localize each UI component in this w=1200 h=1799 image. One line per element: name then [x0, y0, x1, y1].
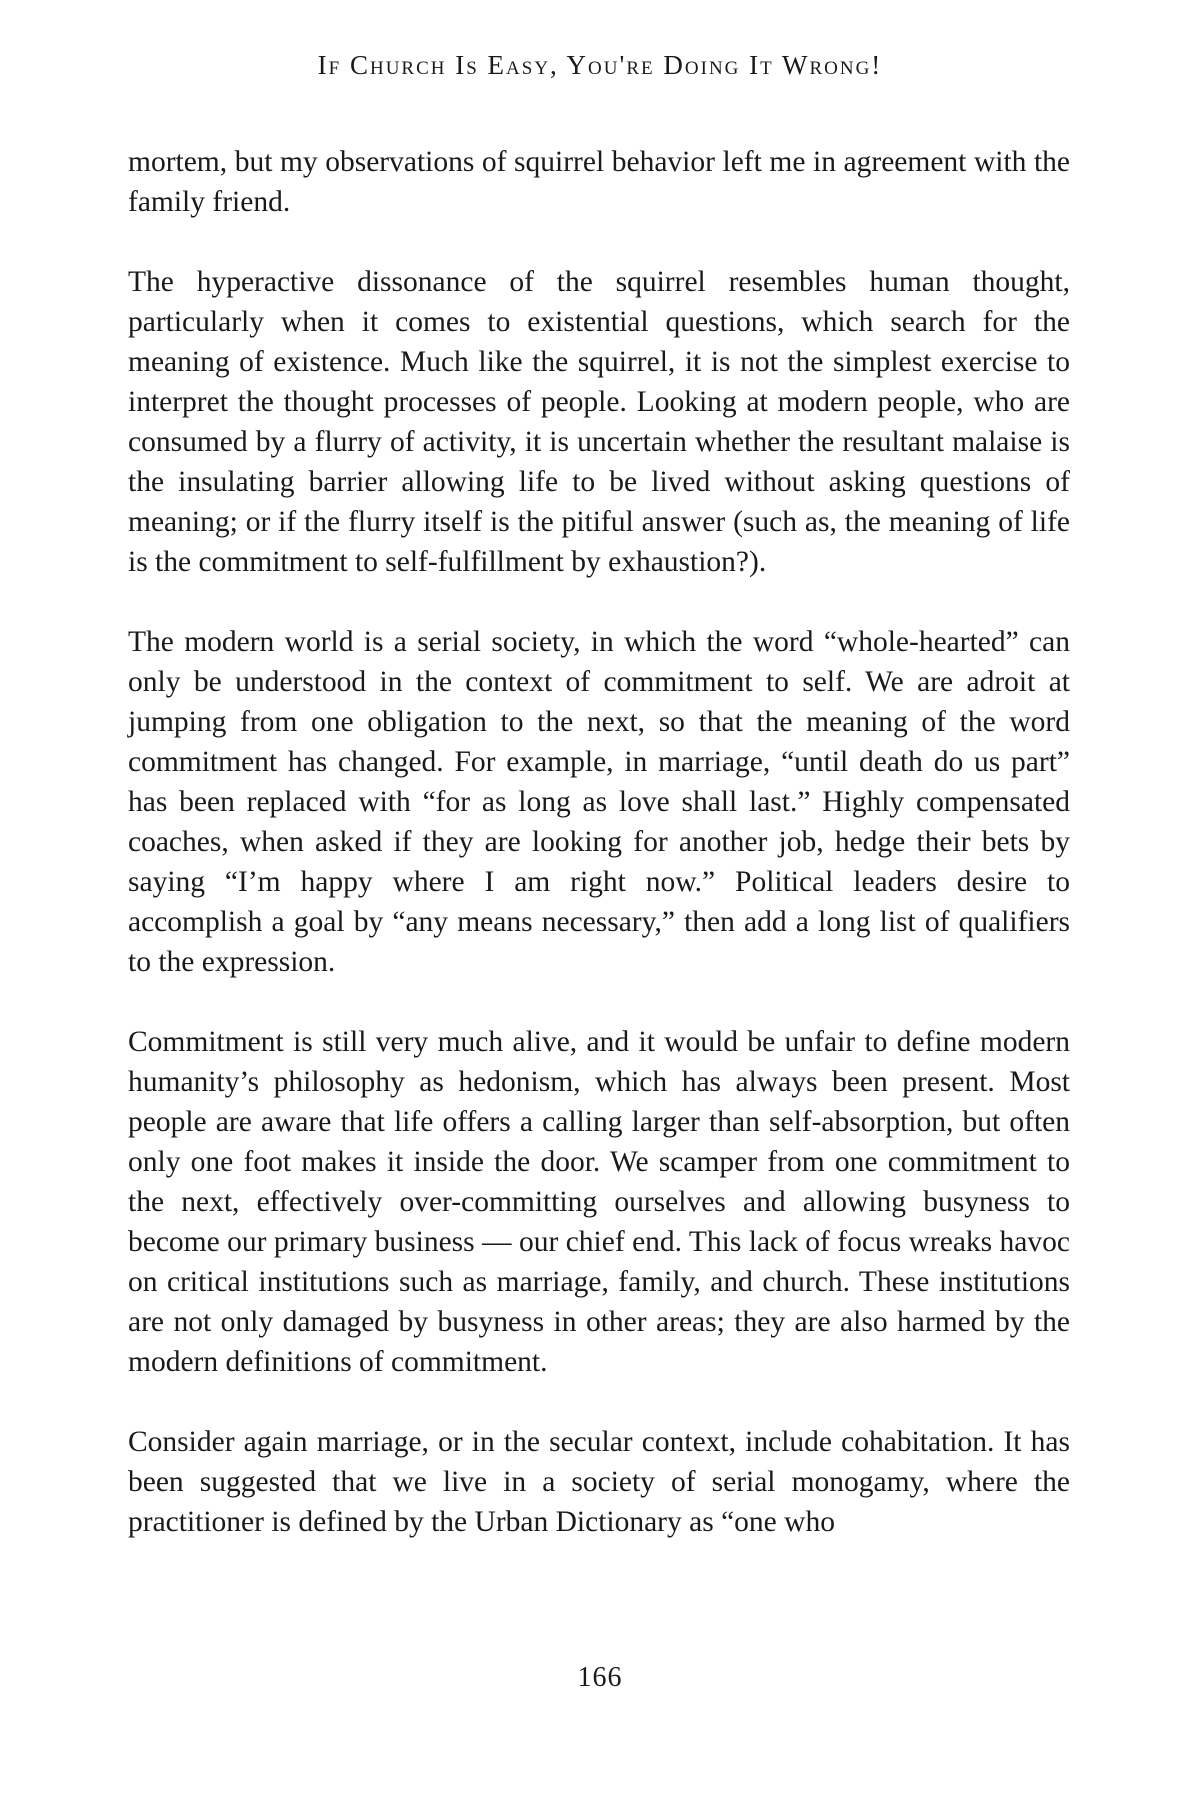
body-text [128, 142, 1070, 1582]
paragraph: The modern world is a serial society, in which the word “whole-hearted” can only be understood in the context of commitment to self. We are adroit at jumping from one obligation to the next, so that the meaning of the word commitment has changed. For example, in marriage, “until death do us part” has been replaced with “for as long as love shall last.” Highly compensated coaches, when asked if they are looking for another job, hedge their bets by saying “I’m happy where I am right now.” Political leaders desire to accomplish a goal by “any means necessary,” then add a long list of qualifiers to the expression. [128, 626, 1070, 978]
running-header: If Church Is Easy, You're Doing It Wrong! [317, 50, 883, 80]
paragraph: Commitment is still very much alive, and it would be unfair to define modern humanity’s philosophy as hedonism, which has always been present. Most people are aware that life offers a calling larger than self-absorption, but often only one foot makes it inside the door. We scamper from one commitment to the next, effectively over-committing ourselves and allowing busyness to become our primary business — our chief end. This lack of focus wreaks havoc on critical institutions such as marriage, family, and church. These institutions are not only damaged by busyness in other areas; they are also harmed by the modern definitions of commitment. [128, 1026, 1070, 1378]
page-number: 166 [577, 1662, 623, 1693]
paragraph: The hyperactive dissonance of the squirrel resembles human thought, particularly when it comes to existential questions, which search for the meaning of existence. Much like the squirrel, it is not the simplest exercise to interpret the thought processes of people. Looking at modern people, who are consumed by a flurry of activity, it is uncertain whether the resultant malaise is the insulating barrier allowing life to be lived without asking questions of meaning; or if the flurry itself is the pitiful answer (such as, the meaning of life is the commitment to self-fulfillment by exhaustion?). [128, 266, 1070, 578]
paragraph: Consider again marriage, or in the secular context, include cohabitation. It has been suggested that we live in a society of serial monogamy, where the practitioner is defined by the Urban Dictionary as “one who [128, 1426, 1070, 1538]
paragraph: mortem, but my observations of squirrel behavior left me in agreement with the family friend. [128, 146, 1070, 218]
